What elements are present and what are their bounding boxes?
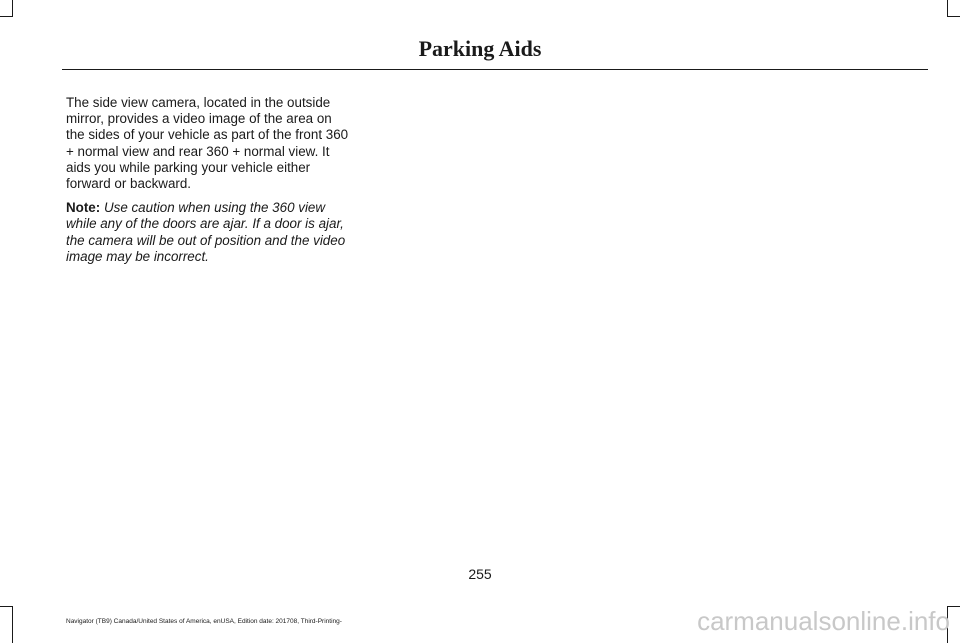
- crop-mark-top-right-vertical: [947, 0, 948, 16]
- body-paragraph: The side view camera, located in the outside mirror, provides a video image of the area on the sides of your vehicle as part of the front 360 + normal view and rear 360 + normal view. It aids you while parking your vehicle either forward or backward.: [66, 95, 349, 192]
- note-label: Note:: [66, 200, 101, 216]
- crop-mark-bottom-left-vertical: [12, 607, 13, 643]
- body-column: [66, 95, 350, 273]
- crop-mark-top-left-vertical: [12, 0, 13, 16]
- crop-mark-bottom-left-horizontal: [0, 606, 13, 607]
- note-paragraph: [66, 200, 350, 265]
- edition-footer: Navigator (TB9) Canada/United States of America, enUSA, Edition date: 201708, Third-Printing-: [66, 618, 342, 625]
- header-divider: [62, 69, 928, 70]
- crop-mark-top-right-horizontal: [947, 16, 960, 17]
- site-watermark: carmanualsonline.info: [697, 606, 950, 636]
- crop-mark-top-left-horizontal: [0, 16, 13, 17]
- page-number: 255: [468, 566, 492, 582]
- note-text: Use caution when using the 360 view while any of the doors are ajar. If a door is ajar, the camera will be out of position and the video image may be incorrect.: [66, 200, 346, 264]
- page-title: Parking Aids: [418, 36, 542, 61]
